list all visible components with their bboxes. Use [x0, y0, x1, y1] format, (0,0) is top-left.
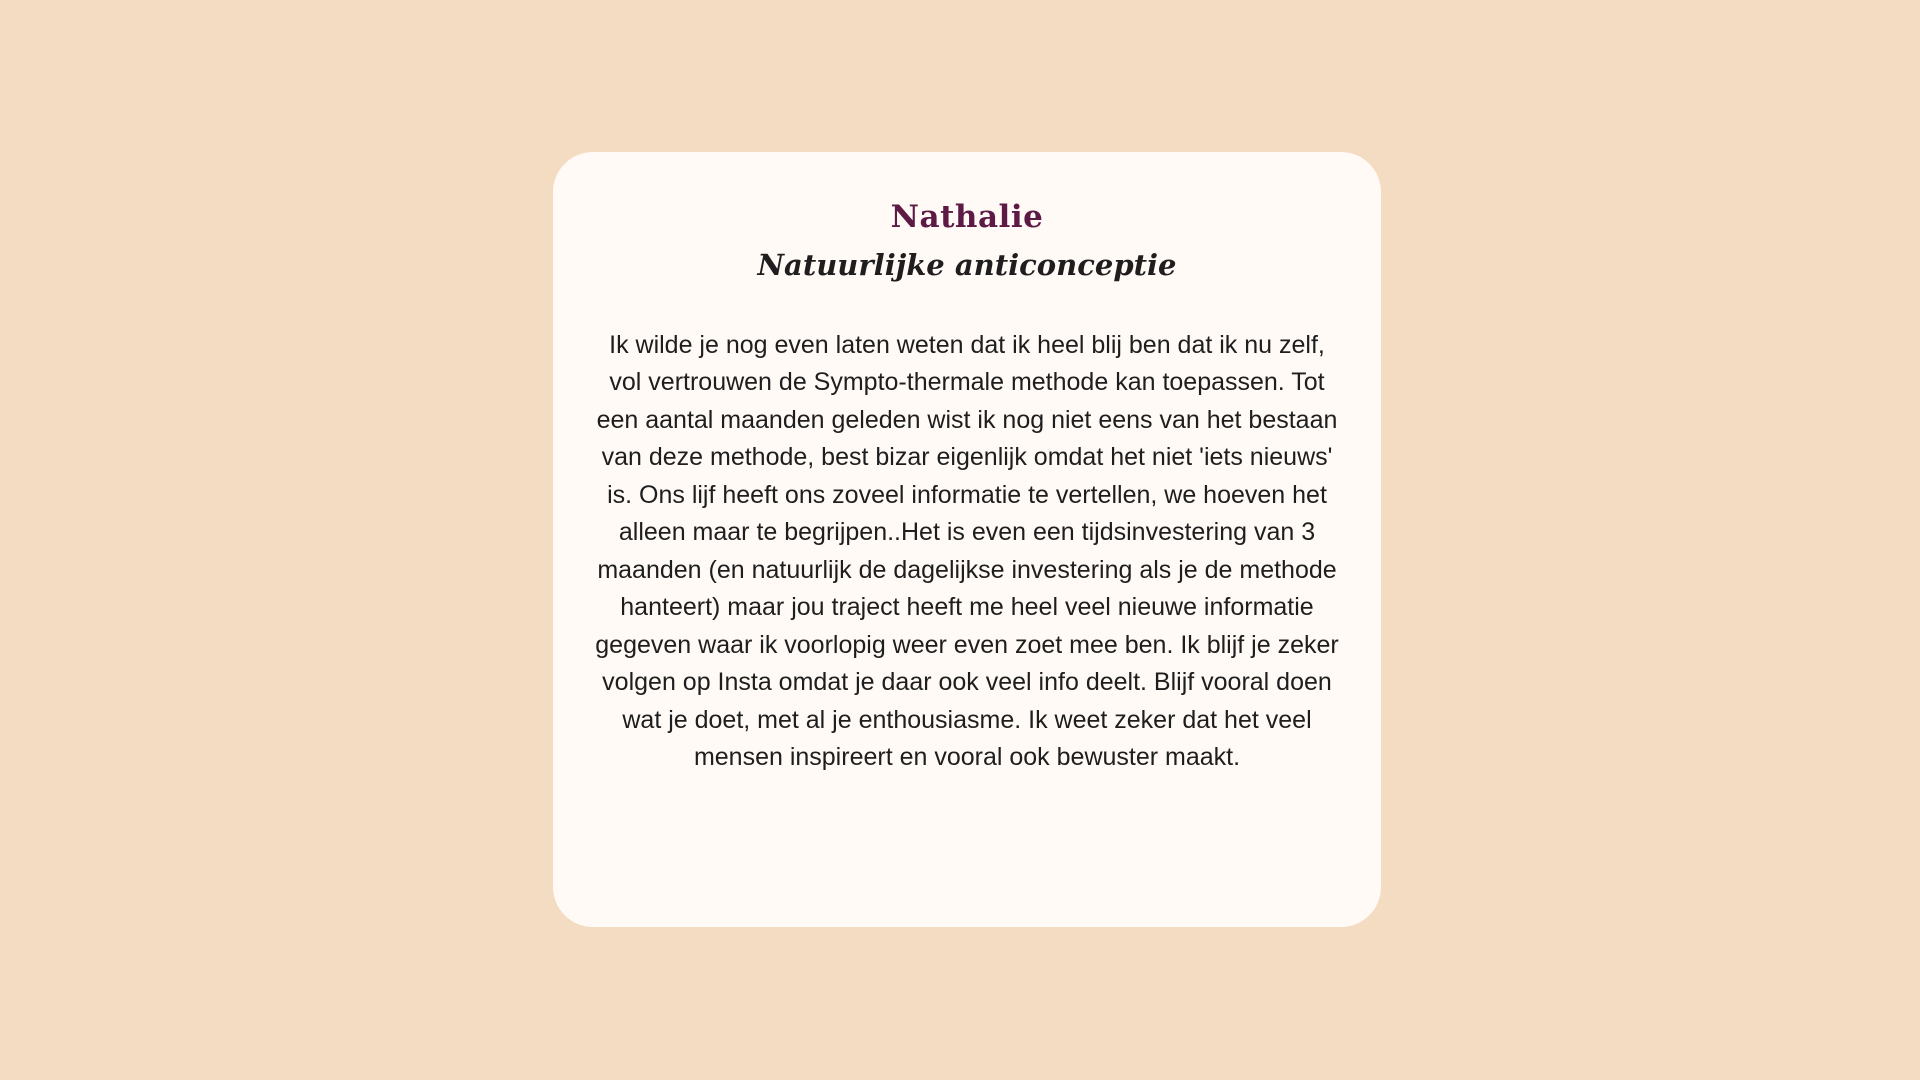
testimonial-subtitle: Natuurlijke anticonceptie [757, 248, 1177, 283]
testimonial-card [553, 152, 1381, 927]
testimonial-body-text: Ik wilde je nog even laten weten dat ik heel blij ben dat ik nu zelf, vol vertrouwen de Sympto-thermale methode kan toepassen. Tot een aantal maanden geleden wist ik nog niet eens van het bestaan van deze methode, best bizar eigenlijk omdat het niet 'iets nieuws' is. Ons lijf heeft ons zoveel informatie te vertellen, we hoeven het alleen maar te begrijpen..Het is even een tijdsinvestering van 3 maanden (en natuurlijk de dagelijkse investering als je de methode hanteert) maar jou traject heeft me heel veel nieuwe informatie gegeven waar ik voorlopig weer even zoet mee ben. Ik blijf je zeker volgen op Insta omdat je daar ook veel info deelt. Blijf vooral doen wat je doet, met al je enthousiasme. Ik weet zeker dat het veel mensen inspireert en vooral ook bewuster maakt. [595, 330, 1339, 772]
testimonial-author-name: Nathalie [890, 199, 1044, 235]
